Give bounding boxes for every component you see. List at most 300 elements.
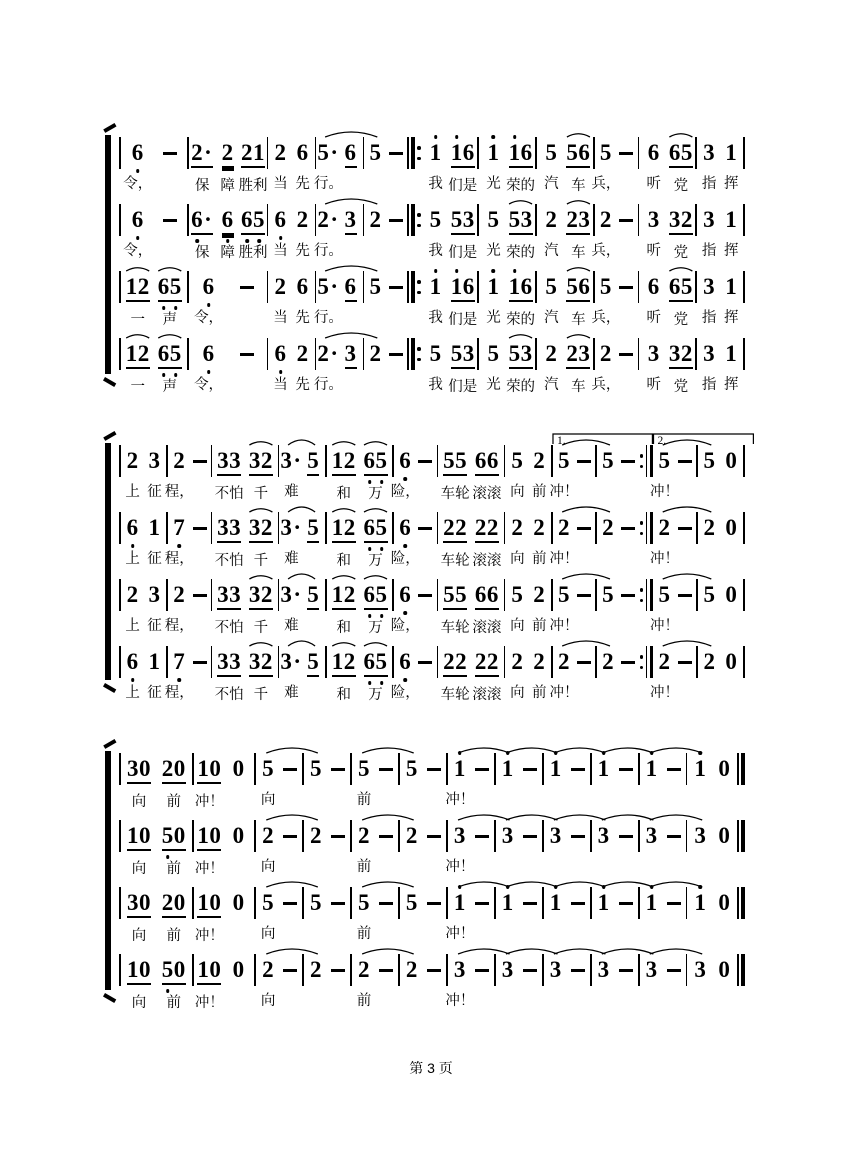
measure — [688, 949, 736, 1012]
dash-extension — [663, 949, 685, 1012]
measure — [257, 882, 301, 945]
note-number: 65 — [364, 649, 388, 677]
dash-extension — [471, 815, 493, 878]
lyric-syllable: 胜利 — [238, 178, 268, 194]
note-number: 1 — [725, 341, 738, 366]
measure — [422, 199, 476, 264]
note-number: 5 — [307, 649, 319, 677]
note-token — [497, 949, 519, 1012]
note-token — [507, 132, 534, 197]
note-number: 1 — [501, 756, 514, 781]
note-number: 2 — [405, 957, 418, 982]
measure — [593, 882, 637, 945]
note-number: 2 — [511, 649, 524, 674]
dash-extension — [386, 199, 406, 262]
note-number: 5 — [307, 515, 319, 543]
note-token — [313, 266, 343, 329]
dash-glyph — [618, 274, 634, 300]
note-number: 2· — [191, 140, 213, 168]
lyric-syllable: 前 — [356, 792, 372, 808]
note-number: 3 — [703, 274, 716, 299]
page-number-label: 第 3 页 — [409, 1060, 453, 1076]
note-number: 2 — [533, 515, 546, 540]
lyric-syllable: 冲！ — [445, 792, 475, 808]
repeat-start-barline — [406, 338, 422, 370]
lyric-syllable: 车轮 — [440, 620, 470, 636]
note-token — [698, 266, 720, 329]
note-token — [591, 132, 621, 195]
measure — [506, 574, 550, 637]
note-number: 5 — [310, 890, 323, 915]
lyric-syllable: 千 — [253, 486, 269, 502]
lyric-syllable: 征 — [147, 484, 162, 500]
lyric-syllable: 挥 — [724, 176, 739, 192]
note-number: 5 — [545, 140, 558, 165]
note-token — [122, 266, 154, 331]
measure — [439, 507, 502, 572]
lyric-syllable: 前 — [531, 618, 547, 634]
rest-note — [712, 815, 736, 878]
measure — [313, 199, 361, 264]
lyric-syllable: 冲！ — [445, 859, 475, 875]
lyric-syllable: 难 — [284, 618, 299, 634]
note-token — [449, 132, 476, 197]
note-token — [480, 333, 507, 396]
staff-line — [118, 507, 746, 572]
note-token — [390, 641, 420, 704]
measure — [538, 333, 592, 398]
note-number: 5 — [307, 448, 319, 476]
lyric-syllable: 前 — [531, 484, 547, 500]
note-token — [302, 440, 324, 505]
note-token — [313, 132, 343, 195]
barline — [742, 271, 746, 303]
lyric-syllable: 向 — [131, 861, 147, 877]
measure — [213, 440, 276, 505]
lyric-syllable: 前 — [166, 861, 181, 877]
note-number: 0 — [725, 649, 738, 674]
lyric-syllable: 万 — [368, 687, 383, 703]
dash-glyph — [474, 890, 490, 916]
lyric-syllable: 听 — [646, 377, 662, 393]
staff-line — [118, 882, 746, 947]
note-number: 12 — [332, 582, 356, 610]
measure — [122, 266, 186, 331]
note-token — [497, 815, 519, 878]
staff-line — [118, 440, 746, 505]
measure — [538, 266, 592, 331]
rest-note — [224, 815, 253, 878]
lyric-syllable: 车 — [571, 245, 586, 261]
note-token — [598, 507, 618, 570]
dash-extension — [471, 882, 493, 945]
measure — [698, 132, 742, 195]
dash-glyph — [388, 274, 404, 300]
note-token — [449, 333, 476, 398]
measure — [699, 641, 743, 704]
measure — [305, 949, 349, 1012]
dash-extension — [327, 748, 349, 811]
note-number: 20 — [162, 890, 186, 918]
note-token — [122, 507, 144, 570]
note-number: 5 — [487, 207, 500, 232]
barline — [742, 445, 746, 477]
measure — [698, 333, 742, 396]
note-number: 65 — [364, 582, 388, 610]
measure — [497, 815, 541, 878]
final-barline — [736, 820, 746, 852]
note-token — [699, 507, 721, 570]
lyric-syllable: 向 — [131, 995, 147, 1011]
dash-extension — [675, 574, 695, 637]
dash-extension — [574, 574, 594, 637]
staff-line — [118, 574, 746, 639]
note-number: 2 — [222, 140, 234, 168]
lyric-syllable: 滚滚 — [472, 553, 502, 569]
note-token — [538, 266, 565, 329]
note-token — [720, 333, 742, 396]
measure — [313, 333, 361, 398]
note-number: 2 — [357, 957, 370, 982]
lyric-syllable: 挥 — [724, 377, 739, 393]
dash-extension — [415, 641, 435, 704]
note-token — [122, 815, 157, 880]
lyric-syllable: 指 — [701, 243, 717, 259]
note-number: 2 — [405, 823, 418, 848]
note-number: 3 — [549, 957, 562, 982]
measure — [699, 574, 743, 637]
lyric-syllable: 们是 — [448, 245, 478, 261]
dash-extension — [279, 949, 301, 1012]
note-token — [328, 574, 360, 639]
note-number: 1 — [487, 140, 500, 165]
note-token — [353, 882, 375, 945]
note-number: 6 — [202, 274, 215, 299]
rest-note — [720, 574, 742, 637]
dash-glyph — [576, 649, 592, 675]
note-number: 50 — [162, 823, 186, 851]
note-token — [390, 507, 420, 570]
note-token — [215, 199, 240, 264]
note-number: 12 — [332, 448, 356, 476]
note-number: 53 — [451, 207, 475, 235]
note-token — [360, 641, 392, 706]
dash-glyph — [618, 140, 634, 166]
dash-extension — [574, 507, 594, 570]
note-number: 6 — [345, 274, 357, 302]
note-number: 2 — [599, 207, 612, 232]
dash-glyph — [620, 515, 636, 541]
dash-extension — [615, 882, 637, 945]
dash-glyph — [162, 207, 178, 233]
note-token — [302, 507, 324, 572]
dash-extension — [189, 507, 209, 570]
measure — [353, 815, 397, 878]
measure — [538, 132, 592, 197]
dash-extension — [415, 440, 435, 503]
measure — [545, 949, 589, 1012]
dash-glyph — [666, 756, 682, 782]
note-token — [339, 199, 361, 264]
lyric-syllable: 挥 — [724, 310, 739, 326]
note-token — [565, 132, 592, 197]
note-number: 6 — [345, 140, 357, 168]
dash-glyph — [417, 649, 433, 675]
lyric-syllable: 光 — [486, 310, 501, 326]
lyric-syllable: 滚滚 — [472, 486, 502, 502]
measure — [280, 507, 324, 572]
lyric-syllable: 光 — [486, 243, 501, 259]
note-number: 3 — [694, 823, 707, 848]
dash-extension — [675, 507, 695, 570]
lyric-syllable: 党 — [673, 178, 689, 194]
note-token — [650, 507, 680, 570]
measure — [122, 949, 191, 1014]
rest-note — [712, 882, 736, 945]
lyric-syllable: 前 — [166, 995, 181, 1011]
lyric-syllable: 向 — [131, 928, 147, 944]
measure — [122, 882, 191, 947]
note-token — [699, 574, 721, 637]
note-token — [641, 748, 663, 811]
note-number: 2 — [703, 649, 716, 674]
note-number: 33 — [217, 582, 241, 610]
note-number: 66 — [475, 582, 499, 610]
measure — [640, 333, 694, 398]
note-number: 53 — [509, 341, 533, 369]
note-number: 10 — [197, 756, 221, 784]
lyric-syllable: 声 — [162, 312, 178, 328]
lyric-syllable: 征 — [147, 618, 162, 634]
lyric-syllable: 指 — [701, 310, 717, 326]
lyric-syllable: 向 — [510, 484, 525, 500]
dash-glyph — [618, 823, 634, 849]
note-token — [506, 641, 528, 704]
dash-extension — [189, 641, 209, 704]
note-number: 3· — [280, 582, 302, 607]
dash-extension — [279, 815, 301, 878]
lyric-syllable: 不怕 — [214, 620, 244, 636]
note-number: 2 — [310, 957, 323, 982]
note-number: 16 — [509, 140, 533, 168]
measure — [506, 440, 550, 503]
note-number: 1 — [597, 890, 610, 915]
rest-note — [720, 507, 742, 570]
lyric-syllable: 荣的 — [506, 245, 536, 261]
note-number: 5 — [369, 274, 382, 299]
repeat-end-barline — [639, 646, 655, 678]
note-token — [156, 882, 191, 947]
measure — [538, 199, 592, 264]
page-footer — [0, 1058, 862, 1078]
note-number: 5 — [602, 582, 615, 607]
dash-glyph — [618, 890, 634, 916]
note-number: 1 — [694, 756, 707, 781]
measure — [699, 440, 743, 503]
dash-extension — [616, 199, 636, 262]
dash-glyph — [378, 957, 394, 983]
measure — [257, 815, 301, 878]
note-token — [156, 815, 191, 880]
note-number: 0 — [232, 890, 245, 915]
note-number: 0 — [232, 957, 245, 982]
note-token — [545, 815, 567, 878]
note-token — [365, 132, 385, 195]
note-number: 2 — [602, 515, 615, 540]
lyric-syllable: 车轮 — [440, 553, 470, 569]
note-number: 3 — [549, 823, 562, 848]
note-number: 3 — [501, 823, 514, 848]
note-number: 5 — [511, 448, 524, 473]
note-token — [156, 748, 191, 813]
lyric-syllable: 万 — [368, 620, 383, 636]
measure — [480, 266, 534, 331]
lyric-syllable: 冲！ — [549, 618, 579, 634]
note-number: 3 — [647, 207, 660, 232]
note-number: 10 — [197, 823, 221, 851]
measure — [593, 748, 637, 811]
note-token — [538, 333, 565, 396]
measure — [195, 949, 254, 1014]
lyric-syllable: 冲！ — [194, 928, 224, 944]
measure — [365, 333, 406, 396]
note-number: 3 — [453, 823, 466, 848]
dash-glyph — [666, 890, 682, 916]
lyric-syllable: 行。 — [313, 243, 343, 259]
note-token — [353, 815, 375, 878]
note-number: 5 — [429, 341, 442, 366]
note-number: 32 — [249, 582, 273, 610]
lyric-syllable: 们是 — [448, 379, 478, 395]
dash-glyph — [388, 140, 404, 166]
lyric-syllable: 程， — [164, 685, 194, 701]
note-token — [257, 748, 279, 811]
note-token — [360, 507, 392, 572]
dash-glyph — [666, 957, 682, 983]
measure — [122, 507, 166, 570]
note-token — [360, 440, 392, 505]
note-number: 2 — [262, 957, 275, 982]
measure — [401, 748, 445, 811]
measure — [699, 507, 743, 570]
measure — [195, 748, 254, 813]
lyric-syllable: 滚滚 — [472, 620, 502, 636]
note-token — [122, 574, 144, 637]
note-token — [445, 815, 475, 878]
note-number: 56 — [566, 140, 590, 168]
note-number: 3· — [280, 448, 302, 473]
note-token — [698, 199, 720, 262]
note-number: 66 — [475, 448, 499, 476]
note-token — [538, 199, 565, 262]
note-token — [339, 266, 361, 331]
note-token — [360, 574, 392, 639]
note-number: 2 — [310, 823, 323, 848]
note-number: 1 — [725, 140, 738, 165]
lyric-syllable: 和 — [336, 553, 352, 569]
note-token — [593, 949, 615, 1012]
lyric-syllable: 程， — [164, 551, 194, 567]
measure — [353, 748, 397, 811]
note-number: 2 — [357, 823, 370, 848]
note-token — [688, 882, 712, 945]
lyric-syllable: 向 — [510, 551, 525, 567]
lyric-syllable: 冲！ — [445, 993, 475, 1009]
dash-extension — [618, 507, 638, 570]
lyric-syllable: 行。 — [313, 176, 343, 192]
measure — [439, 641, 502, 706]
dash-glyph — [192, 515, 208, 541]
note-token — [328, 641, 360, 706]
measure — [640, 266, 694, 331]
note-number: 3 — [148, 582, 161, 607]
note-number: 3· — [280, 515, 302, 540]
lyric-syllable: 程， — [164, 618, 194, 634]
dash-glyph — [576, 448, 592, 474]
lyric-syllable: 党 — [673, 379, 689, 395]
measure — [650, 440, 694, 503]
lyric-syllable: 冲！ — [549, 685, 579, 701]
lyric-syllable: 向 — [260, 993, 276, 1009]
note-number: 5 — [369, 140, 382, 165]
note-number: 16 — [451, 140, 475, 168]
lyric-syllable: 汽 — [544, 377, 559, 393]
note-number: 7 — [173, 649, 186, 674]
lyric-syllable: 一 — [130, 312, 145, 328]
note-number: 2 — [296, 341, 309, 366]
measure — [257, 949, 301, 1012]
measure — [269, 266, 313, 329]
lyric-syllable: 障 — [220, 178, 235, 194]
lyric-syllable: 滚滚 — [472, 687, 502, 703]
note-token — [641, 882, 663, 945]
note-token — [280, 641, 302, 704]
note-number: 6 — [131, 140, 144, 165]
note-token — [598, 440, 618, 503]
measure — [280, 641, 324, 706]
note-number: 2 — [533, 448, 546, 473]
lyric-syllable: 难 — [284, 484, 299, 500]
note-token — [292, 199, 314, 262]
rest-note — [712, 949, 736, 1012]
dash-glyph — [620, 448, 636, 474]
note-token — [549, 440, 579, 503]
note-token — [445, 748, 475, 811]
lyric-syllable: 上 — [125, 551, 140, 567]
measure — [305, 882, 349, 945]
lyric-syllable: 汽 — [544, 176, 559, 192]
note-token — [238, 132, 268, 197]
note-token — [195, 882, 224, 947]
note-number: 10 — [197, 957, 221, 985]
measure — [445, 949, 493, 1012]
dash-glyph — [677, 448, 693, 474]
lyric-syllable: 荣的 — [506, 178, 536, 194]
lyric-syllable: 先 — [295, 377, 310, 393]
note-token — [480, 199, 507, 262]
note-number: 53 — [509, 207, 533, 235]
note-number: 2 — [369, 207, 382, 232]
measure — [549, 641, 594, 704]
dash-extension — [615, 949, 637, 1012]
final-barline — [736, 753, 746, 785]
note-number: 5 — [602, 448, 615, 473]
dash-glyph — [417, 582, 433, 608]
note-number: 5 — [262, 890, 275, 915]
note-token — [640, 132, 667, 195]
note-number: 55 — [443, 582, 467, 610]
note-token — [339, 132, 361, 197]
